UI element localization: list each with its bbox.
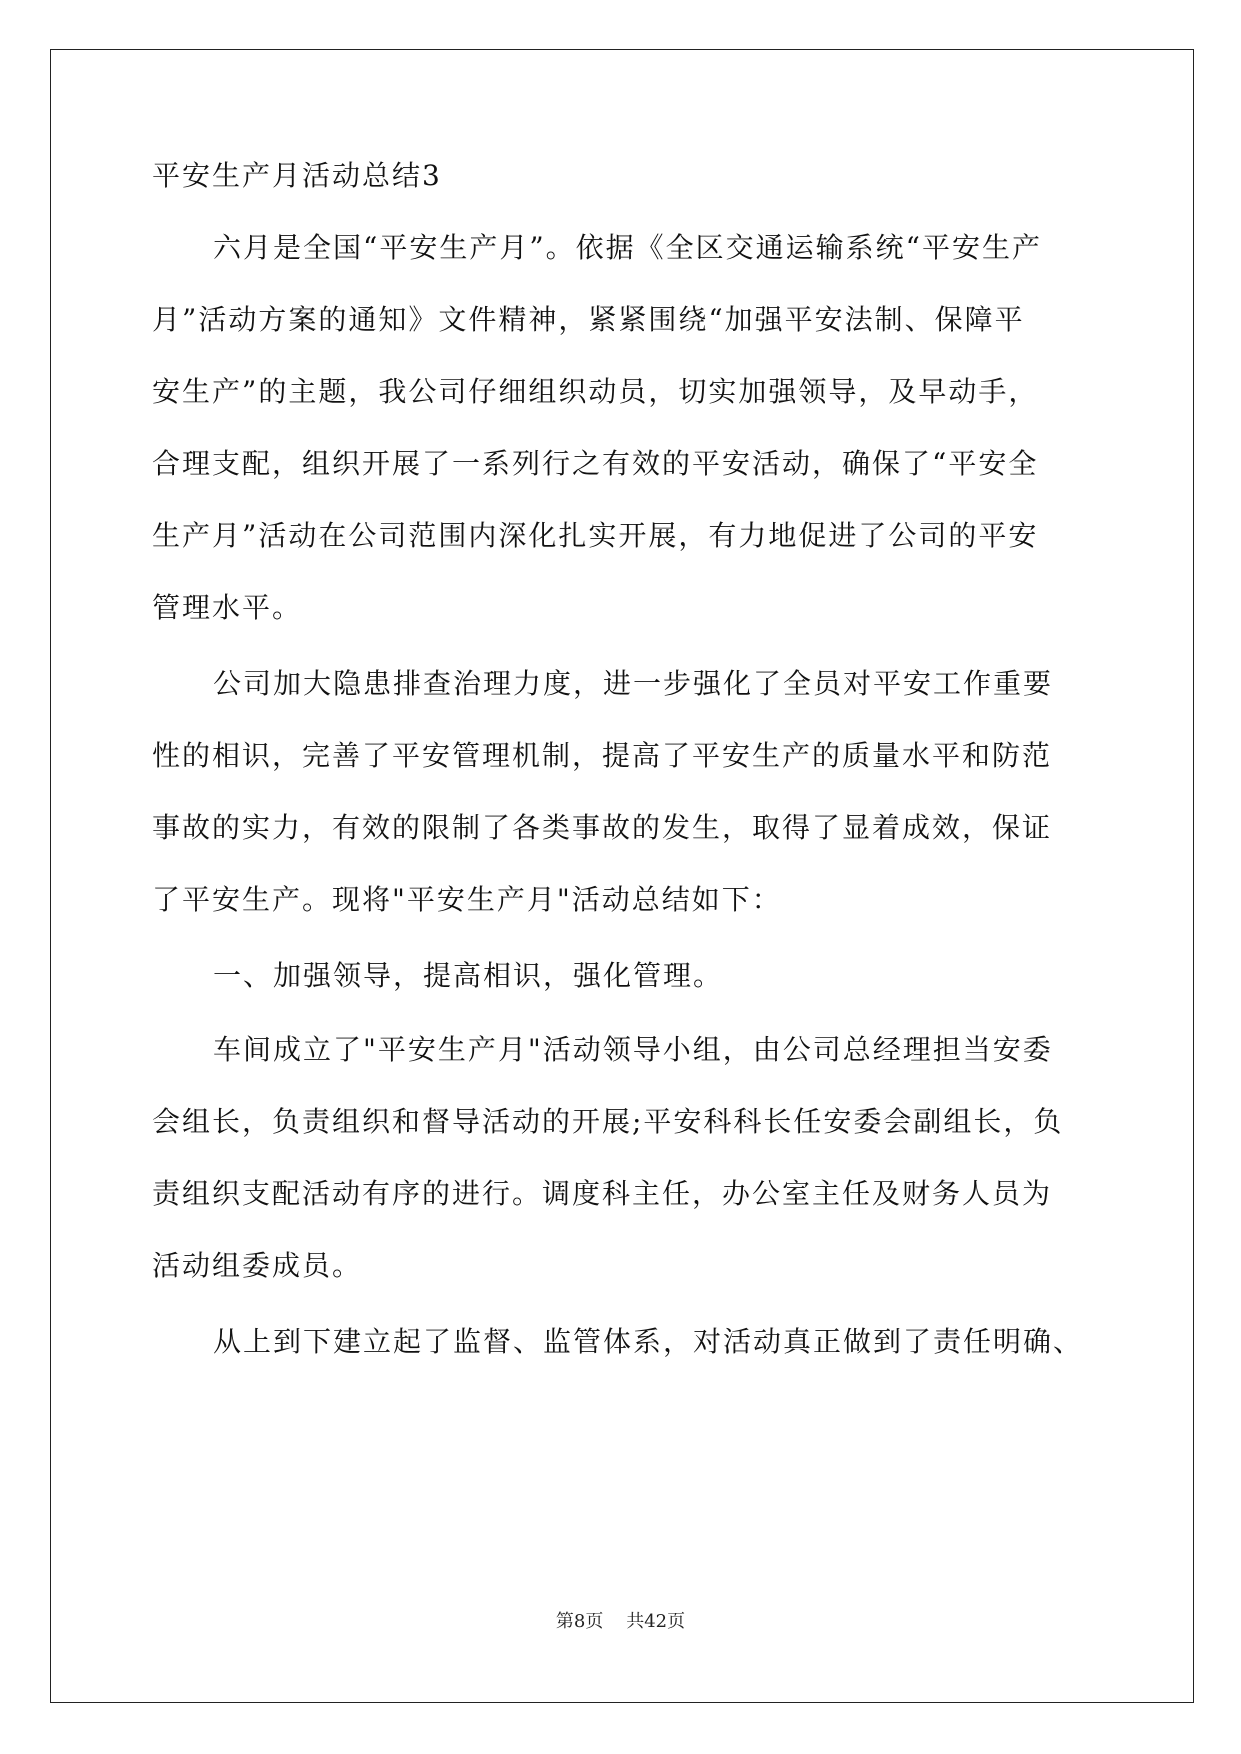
paragraph-line: 从上到下建立起了监督、监管体系，对活动真正做到了责任明确、: [213, 1325, 1084, 1358]
paragraph-line: 生产月”活动在公司范围内深化扎实开展，有力地促进了公司的平安: [152, 519, 1039, 552]
paragraph-line: 安生产”的主题，我公司仔细组织动员，切实加强领导，及早动手，: [152, 375, 1039, 408]
page-total: 共42页: [626, 1611, 686, 1632]
paragraph-line: 性的相识，完善了平安管理机制，提高了平安生产的质量水平和防范: [152, 739, 1053, 772]
paragraph-line: 月”活动方案的通知》文件精神，紧紧围绕“加强平安法制、保障平: [152, 303, 1025, 336]
paragraph-line: 六月是全国“平安生产月”。依据《全区交通运输系统“平安生产: [213, 231, 1042, 264]
section-heading: 一、加强领导，提高相识，强化管理。: [213, 959, 724, 992]
paragraph-line: 责组织支配活动有序的进行。调度科主任，办公室主任及财务人员为: [152, 1177, 1053, 1210]
page-number: 第8页: [555, 1611, 604, 1632]
paragraph-line: 车间成立了"平安生产月"活动领导小组，由公司总经理担当安委: [213, 1033, 1053, 1066]
paragraph-line: 事故的实力，有效的限制了各类事故的发生，取得了显着成效，保证: [152, 811, 1053, 844]
page-border: [50, 49, 1194, 1703]
document-title: 平安生产月活动总结3: [152, 159, 442, 192]
paragraph-line: 活动组委成员。: [152, 1249, 363, 1282]
paragraph-line: 会组长，负责组织和督导活动的开展;平安科科长任安委会副组长，负: [152, 1105, 1064, 1138]
paragraph-line: 了平安生产。现将"平安生产月"活动总结如下：: [152, 883, 782, 916]
paragraph-line: 管理水平。: [152, 591, 303, 624]
paragraph-line: 公司加大隐患排查治理力度，进一步强化了全员对平安工作重要: [213, 667, 1054, 700]
paragraph-line: 合理支配，组织开展了一系列行之有效的平安活动，确保了“平安全: [152, 447, 1039, 480]
page-footer: [0, 1610, 1241, 1634]
